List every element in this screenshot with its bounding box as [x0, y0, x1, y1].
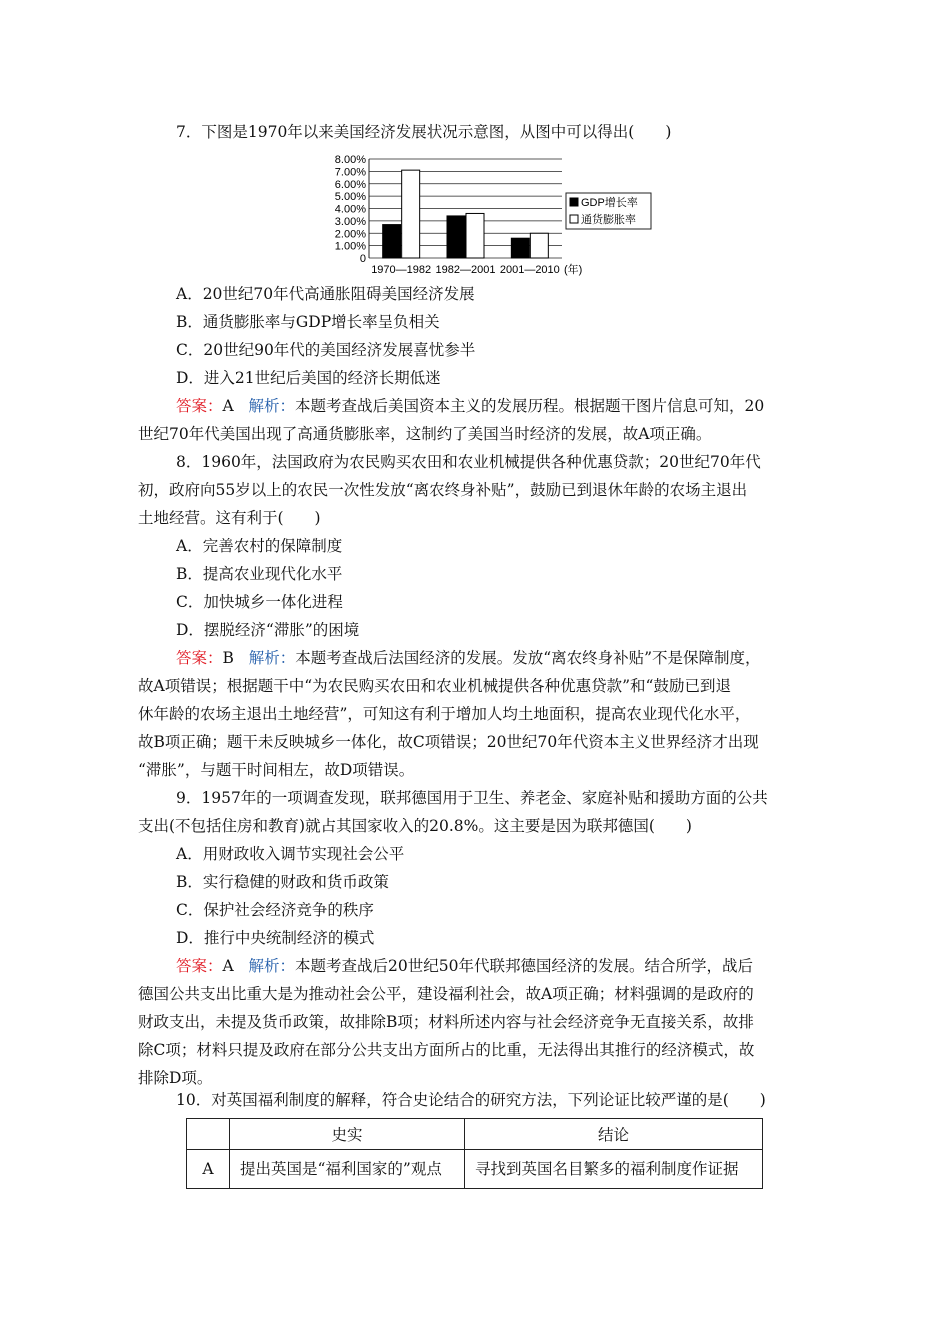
bar-gdp	[383, 225, 401, 258]
table-cell-fact	[230, 1150, 465, 1189]
analysis-text: 本题考查战后美国资本主义的发展历程。根据题干图片信息可知，20	[295, 397, 765, 415]
q7-option-a: A．20世纪70年代高通胀阻碍美国经济发展	[176, 285, 475, 303]
q10-stem: 10．对英国福利制度的解释，符合史论结合的研究方法，下列论证比较严谨的是( )	[176, 1091, 766, 1109]
y-tick-label: 7.00%	[334, 166, 366, 179]
q9-stem-line2: 支出(不包括住房和教育)就占其国家收入的20.8%。这主要是因为联邦德国( )	[138, 817, 692, 835]
q8-option-d: D．摆脱经济“滞胀”的困境	[176, 621, 360, 639]
conclusion-text: 寻找到英国名目繁多的福利制度作证据	[475, 1160, 739, 1178]
q8-analysis-line3: 休年龄的农场主退出土地经营”，可知这有利于增加人均土地面积，提高农业现代化水平，	[138, 705, 751, 723]
legend-swatch	[570, 198, 578, 206]
q9-answer-line	[176, 956, 753, 976]
y-tick-label: 3.00%	[334, 215, 366, 228]
q9-option-c: C．保护社会经济竞争的秩序	[176, 901, 374, 919]
q7-option-c: C．20世纪90年代的美国经济发展喜忧参半	[176, 341, 476, 359]
y-tick-label: 5.00%	[334, 191, 366, 204]
answer-label: 答案：	[176, 957, 223, 975]
y-tick-label: 1.00%	[334, 240, 366, 253]
q7-option-b: B．通货膨胀率与GDP增长率呈负相关	[176, 313, 440, 331]
q7-bar-chart	[330, 150, 660, 278]
table-row	[187, 1150, 763, 1189]
q8-analysis-line4: 故B项正确；题干未反映城乡一体化，故C项错误；20世纪70年代资本主义世界经济才出现	[138, 733, 759, 751]
y-tick-label: 0	[359, 253, 366, 265]
answer-label: 答案：	[176, 397, 223, 415]
table-row-label: A	[187, 1150, 230, 1189]
chart-y-tick-labels	[335, 154, 366, 265]
bar-inflation	[530, 233, 548, 258]
q10-table	[186, 1118, 763, 1189]
q8-stem-line1: 8．1960年，法国政府为农民购买农田和农业机械提供各种优惠贷款；20世纪70年代	[176, 453, 761, 471]
q8-stem-line3: 土地经营。这有利于( )	[138, 509, 321, 527]
q8-option-b: B．提高农业现代化水平	[176, 565, 343, 583]
x-tick-label: 1970—1982	[371, 264, 432, 276]
analysis-text: 本题考查战后20世纪50年代联邦德国经济的发展。结合所学，战后	[295, 957, 753, 975]
y-tick-label: 6.00%	[334, 178, 366, 191]
q9-stem-line1: 9．1957年的一项调查发现，联邦德国用于卫生、养老金、家庭补贴和援助方面的公共	[176, 789, 768, 807]
q9-analysis-line3: 财政支出，未提及货币政策，故排除B项；材料所述内容与社会经济竞争无直接关系，故排	[138, 1013, 754, 1031]
q7-stem: 7．下图是1970年以来美国经济发展状况示意图，从图中可以得出( )	[176, 123, 672, 141]
bar-gdp	[511, 238, 529, 258]
answer-label: 答案：	[176, 649, 223, 667]
q9-analysis-line4: 除C项；材料只提及政府在部分公共支出方面所占的比重，无法得出其推行的经济模式，故	[138, 1041, 755, 1059]
legend-label: GDP增长率	[581, 197, 638, 209]
q9-analysis-line5: 排除D项。	[138, 1069, 213, 1087]
q8-answer-line	[176, 648, 761, 668]
answer-value: A	[222, 397, 234, 415]
table-header-cell: 结论	[465, 1119, 763, 1150]
q8-analysis-line5: “滞胀”，与题干时间相左，故D项错误。	[138, 761, 415, 779]
y-tick-label: 2.00%	[334, 228, 366, 241]
table-header-row	[187, 1119, 763, 1150]
x-tick-label: 1982—2001	[435, 264, 496, 276]
chart-bars	[383, 170, 549, 258]
q8-analysis-line2: 故A项错误；根据题干中“为农民购买农田和农业机械提供各种优惠贷款”和“鼓励已到退	[138, 677, 731, 695]
answer-value: B	[222, 649, 234, 667]
chart-x-tick-labels	[371, 262, 582, 276]
q8-stem-line2: 初，政府向55岁以上的农民一次性发放“离农终身补贴”，鼓励已到退休年龄的农场主退出	[138, 481, 748, 499]
legend-swatch	[570, 215, 578, 223]
bar-inflation	[466, 213, 484, 258]
q9-option-a: A．用财政收入调节实现社会公平	[176, 845, 405, 863]
chart-legend	[566, 193, 651, 229]
analysis-label: 解析：	[248, 957, 296, 975]
fact-text: 提出英国是“福利国家的”观点	[240, 1160, 442, 1178]
q8-option-a: A．完善农村的保障制度	[176, 537, 343, 555]
table-header-cell: 史实	[230, 1119, 465, 1150]
q9-option-d: D．推行中央统制经济的模式	[176, 929, 375, 947]
analysis-text: 本题考查战后法国经济的发展。发放“离农终身补贴”不是保障制度，	[295, 649, 761, 667]
q7-option-d: D．进入21世纪后美国的经济长期低迷	[176, 369, 441, 387]
y-tick-label: 4.00%	[334, 203, 366, 216]
analysis-label: 解析：	[248, 397, 296, 415]
x-axis-unit: (年)	[564, 264, 583, 276]
answer-value: A	[222, 957, 234, 975]
y-tick-label: 8.00%	[334, 154, 366, 166]
bar-inflation	[402, 170, 420, 258]
bar-gdp	[447, 216, 465, 258]
q7-answer-line	[176, 396, 764, 416]
q9-option-b: B．实行稳健的财政和货币政策	[176, 873, 389, 891]
q9-analysis-line2: 德国公共支出比重大是为推动社会公平，建设福利社会，故A项正确；材料强调的是政府的	[138, 985, 754, 1003]
legend-label: 通货膨胀率	[581, 214, 636, 226]
x-tick-label: 2001—2010	[499, 264, 560, 276]
q8-option-c: C．加快城乡一体化进程	[176, 593, 343, 611]
analysis-label: 解析：	[248, 649, 296, 667]
table-cell-conclusion	[465, 1150, 763, 1189]
q7-analysis-line2: 世纪70年代美国出现了高通货膨胀率，这制约了美国当时经济的发展，故A项正确。	[138, 425, 712, 443]
table-header-cell	[187, 1119, 230, 1150]
